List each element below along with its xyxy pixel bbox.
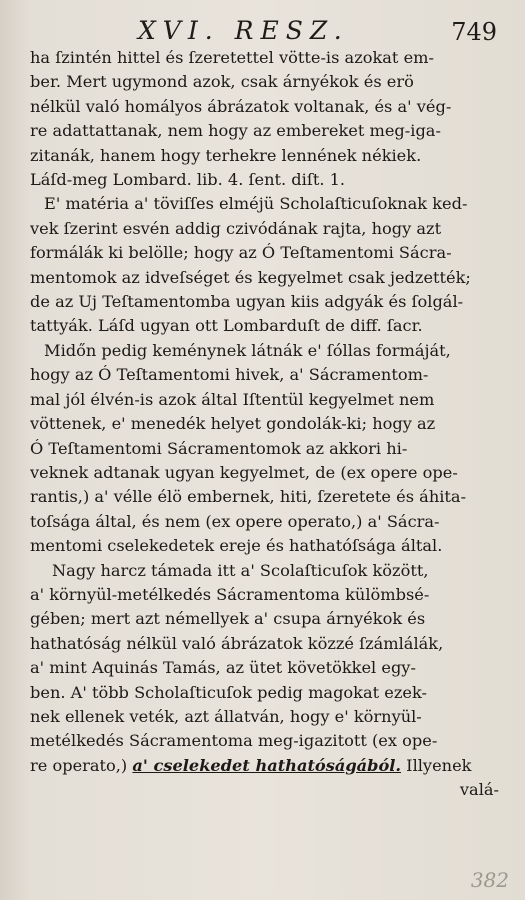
text-line: tattyák. Láſd ugyan ott Lombarduſt de diff. ſacr. [30,316,423,336]
text-line: Láſd-meg Lombard. lib. 4. ſent. diſt. 1. [30,170,346,190]
text-line: ha ſzintén hittel és ſzeretettel vötte-is azokat em- [30,48,434,67]
text-line: E' matéria a' töviſſes elméjü Scholaſticuſoknak ked- [44,194,468,214]
text-line: mentomi cselekedetek ereje és hathatóſsága által. [30,536,443,556]
text-line: re adattattanak, nem hogy az embereket meg-iga- [30,121,441,141]
text-line: nek ellenek veték, azt állatván, hogy e' környül- [30,706,422,726]
emphasized-phrase: a' cselekedet hathatóságából. [132,755,402,775]
text-line: hogy az Ó Teſtamentomi hivek, a' Sácramentom- [30,365,429,385]
line-end: Illyenek [401,755,472,775]
text-line: metélkedés Sácramentoma meg-igazitott (ex ope- [30,731,438,751]
text-line: ben. A' több Scholaſticuſok pedig magokat ezek- [30,682,427,702]
text-line: mal jól élvén-is azok által Iſtentül kegyelmet nem [30,389,435,409]
text-line: toſsága által, és nem (ex opere operato,) a' Sácra- [30,511,440,531]
page-header [0,14,525,50]
page-number: 749 [451,18,497,46]
text-line: Midőn pedig keménynek látnák e' ſóllas formáját, [44,340,451,360]
text-line: rantis,) a' vélle élö embernek, hiti, ſzeretete és áhita- [30,487,467,507]
text-line: mentomok az idveſséget és kegyelmet csak jedzették; [30,267,471,287]
text-line: nélkül való homályos ábrázatok voltanak, és a' vég- [30,96,452,116]
text-line: a' környül-metélkedés Sácramentoma külömbsé- [30,584,430,604]
text-line: de az Uj Teſtamentomba ugyan kiis adgyák és ſolgál- [30,292,464,312]
text-line: Ó Teſtamentomi Sácramentomok az akkori hi- [30,438,408,458]
body-text [30,46,503,803]
text-line: vek ſzerint esvén addig czivódának rajta, hogy azt [30,218,442,238]
text-line-with-emphasis [30,754,503,778]
text-line: formálák ki belölle; hogy az Ó Teſtamentomi Sácra- [30,243,452,263]
library-mark: 382 [470,868,509,892]
text-line: veknek adtanak ugyan kegyelmet, de (ex opere ope- [30,462,458,482]
text-line: hathatóság nélkül való ábrázatok közzé ſzámlálák, [30,633,444,653]
running-title: XVI. RESZ. [138,16,349,45]
text-line: gében; mert azt némellyek a' csupa árnyékok és [30,609,426,629]
text-line: zitanák, hanem hogy terhekre lennének nékiek. [30,145,422,165]
text-line: vöttenek, e' menedék helyet gondolák-ki; hogy az [30,414,436,434]
text-line: Nagy harcz támada itt a' Scolaſticuſok között, [52,560,429,580]
line-start: re operato,) [30,755,133,775]
text-line: a' mint Aquinás Tamás, az ütet követökkel egy- [30,658,416,678]
text-line: ber. Mert ugymond azok, csak árnyékok és erö [30,72,414,92]
catchword: valá- [459,780,499,800]
